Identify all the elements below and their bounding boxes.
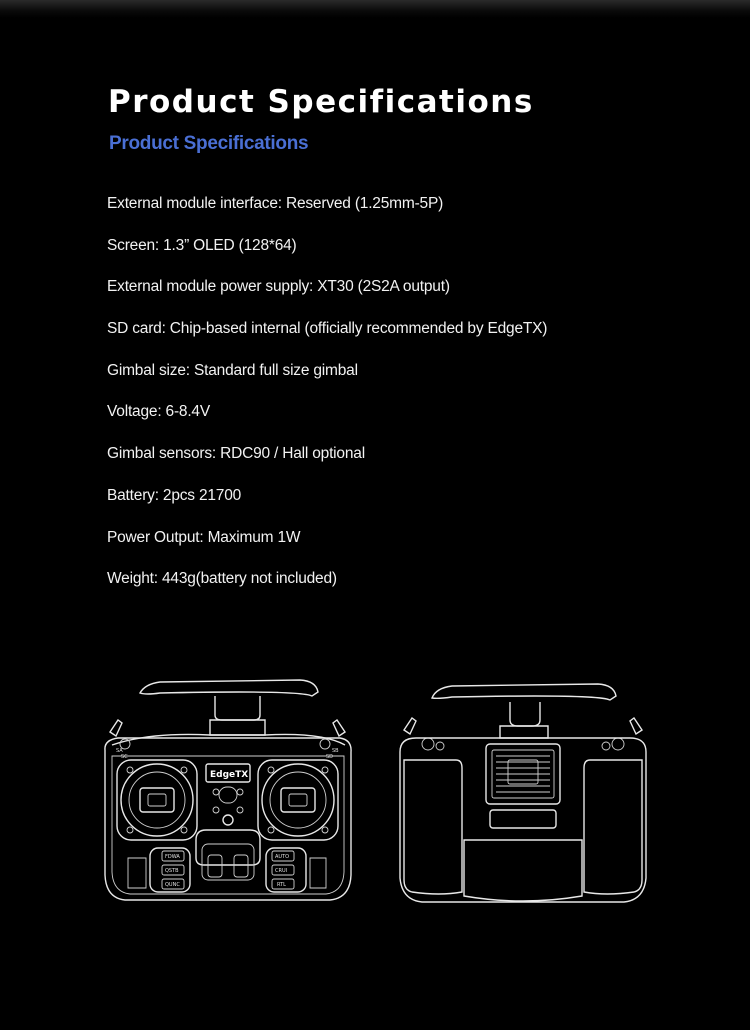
spec-item-external-module-interface: External module interface: Reserved (1.25mm-5P) (107, 195, 444, 212)
spec-item-voltage: Voltage: 6-8.4V (107, 403, 210, 421)
button-label-qstb: QSTB (165, 868, 179, 874)
spec-item-battery: Battery: 2pcs 21700 (107, 486, 242, 504)
spec-item-weight: Weight: 443g(battery not included) (107, 570, 337, 588)
button-label-qunc: QUNC (165, 882, 180, 888)
spec-item-gimbal-size: Gimbal size: Standard full size gimbal (107, 361, 358, 379)
spec-item-sd-card: SD card: Chip-based internal (officially recommended by EdgeTX) (107, 320, 548, 338)
controller-front-view (105, 680, 351, 900)
switch-label-sb: SB (332, 748, 339, 754)
switch-label-sd: SD (326, 754, 334, 760)
spec-item-screen: Screen: 1.3” OLED (128*64) (107, 236, 297, 254)
controller-illustrations (0, 660, 750, 940)
button-label-auto: AUTO (275, 854, 290, 860)
spec-item-power-output: Power Output: Maximum 1W (107, 528, 301, 546)
spec-item-gimbal-sensors: Gimbal sensors: RDC90 / Hall optional (107, 445, 365, 463)
button-label-crui: CRUI (275, 868, 288, 874)
edgetx-logo: EdgeTX (210, 770, 249, 780)
controller-back-view (400, 684, 646, 902)
switch-label-sc: SC (121, 754, 128, 760)
spec-list (107, 192, 547, 609)
top-edge-gradient (0, 0, 750, 18)
switch-label-sa: SA (116, 748, 123, 754)
button-label-fdwa: FDWA (165, 854, 180, 860)
page-subtitle: Product Specifications (109, 133, 309, 154)
page-title: Product Specifications (108, 84, 534, 120)
button-label-rtl: RTL (277, 882, 286, 888)
spec-item-external-module-power: External module power supply: XT30 (2S2A output) (107, 278, 450, 296)
